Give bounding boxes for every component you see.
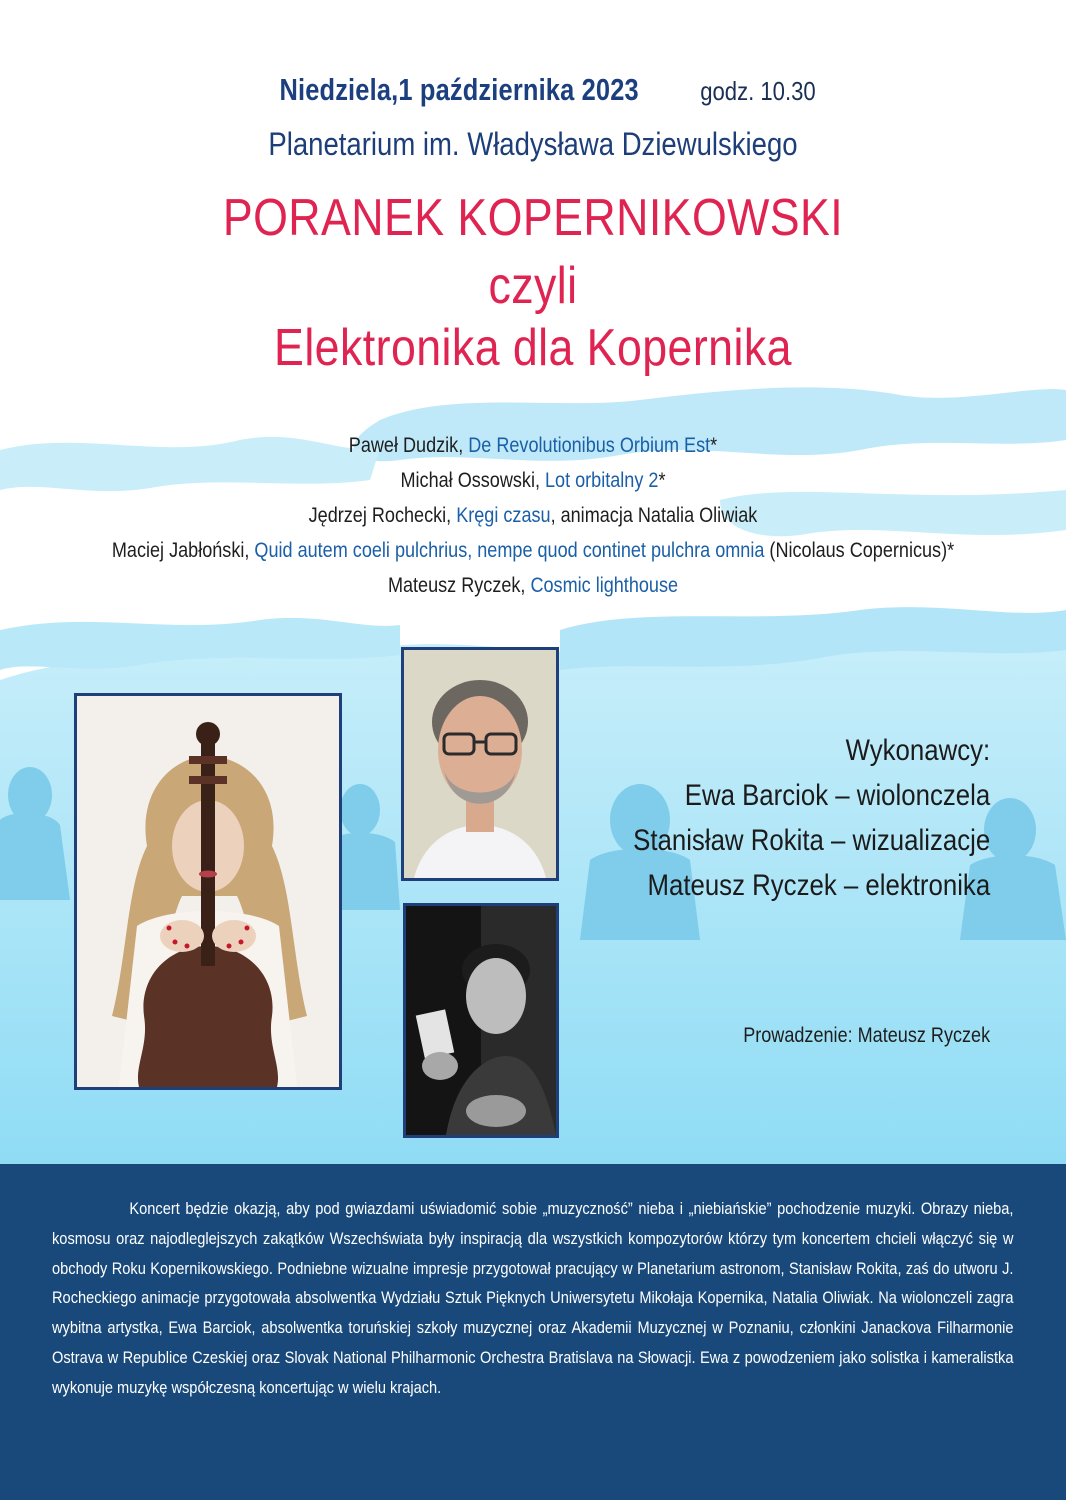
title-connector: czyli (488, 257, 578, 315)
program-item (75, 463, 992, 498)
program-item (75, 428, 992, 463)
event-time: godz. 10.30 (700, 76, 817, 106)
composer: Michał Ossowski, (400, 469, 545, 492)
program-item (75, 568, 992, 603)
performers-block (575, 728, 990, 908)
event-date-line (0, 72, 1066, 108)
host-image (406, 906, 556, 1135)
work-title: Lot orbitalny 2 (544, 469, 659, 492)
composer: Mateusz Ryczek, (387, 574, 531, 597)
work-title: De Revolutionibus Orbium Est (468, 434, 711, 457)
work-note: * (658, 469, 666, 492)
work-title: Quid autem coeli pulchrius, nempe quod continet pulchra omnia (254, 539, 765, 562)
performer-item: Mateusz Ryczek – elektronika (647, 869, 990, 902)
work-note: (Nicolaus Copernicus)* (764, 539, 955, 562)
work-note: , animacja Natalia Oliwiak (550, 504, 758, 527)
performer-item: Stanisław Rokita – wizualizacje (632, 824, 990, 857)
title-main: PORANEK KOPERNIKOWSKI (222, 189, 844, 247)
work-title: Cosmic lighthouse (530, 574, 679, 597)
program-list (0, 428, 1066, 603)
description-text: Koncert będzie okazją, aby pod gwiazdami uświadomić sobie „muzyczność” nieba i „niebiańskie” pochodzenie muzyki. Obrazy nieba, kosmosu oraz najodleglejszych zakątków Wszechświata były inspiracją dla wszystkich kompozytorów którzy tym koncertem chcieli włączyć się w obchody Roku Kopernikowskiego. Podniebne wizualne impresje przygotował pracujący w Planetarium astronom, Stanisław Rokita, zaś do utworu J. Rocheckiego animacje przygotowała absolwentka Wydziału Sztuk Pięknych Uniwersytetu Mikołaja Kopernika, Natalia Oliwiak. Na wiolonczeli zagra wybitna artystka, Ewa Barciok, absolwentka toruńskiej szkoły muzycznej oraz Akademii Muzycznej w Poznaniu, członkini Janackova Filharmonie Ostrava w Republice Czeskiej oraz Slovak National Philharmonic Orchestra Bratislava na Słowacji. Ewa z powodzeniem jako solistka i kameralistka wykonuje muzykę współczesną koncertując w wielu krajach. (52, 1199, 1014, 1397)
work-title: Kręgi czasu (456, 504, 551, 527)
program-item (75, 498, 992, 533)
composer: Jędrzej Rochecki, (308, 504, 457, 527)
host-photo (403, 903, 559, 1138)
work-note: * (710, 434, 718, 457)
description-box (52, 1194, 1014, 1403)
cellist-photo (74, 693, 342, 1090)
visualist-image (404, 650, 556, 878)
performers-heading: Wykonawcy: (845, 734, 990, 767)
performer-item: Ewa Barciok – wiolonczela (684, 779, 990, 812)
composer: Maciej Jabłoński, (111, 539, 255, 562)
venue: Planetarium im. Władysława Dziewulskiego (268, 126, 798, 162)
title-subtitle: Elektronika dla Kopernika (274, 319, 792, 377)
program-item (75, 533, 992, 568)
host-credit: Prowadzenie: Mateusz Ryczek (743, 1024, 990, 1047)
description-panel (0, 1164, 1066, 1500)
cellist-image (77, 696, 339, 1087)
event-date: Niedziela,1 października 2023 (279, 72, 639, 107)
composer: Paweł Dudzik, (348, 434, 469, 457)
visualist-photo (401, 647, 559, 881)
